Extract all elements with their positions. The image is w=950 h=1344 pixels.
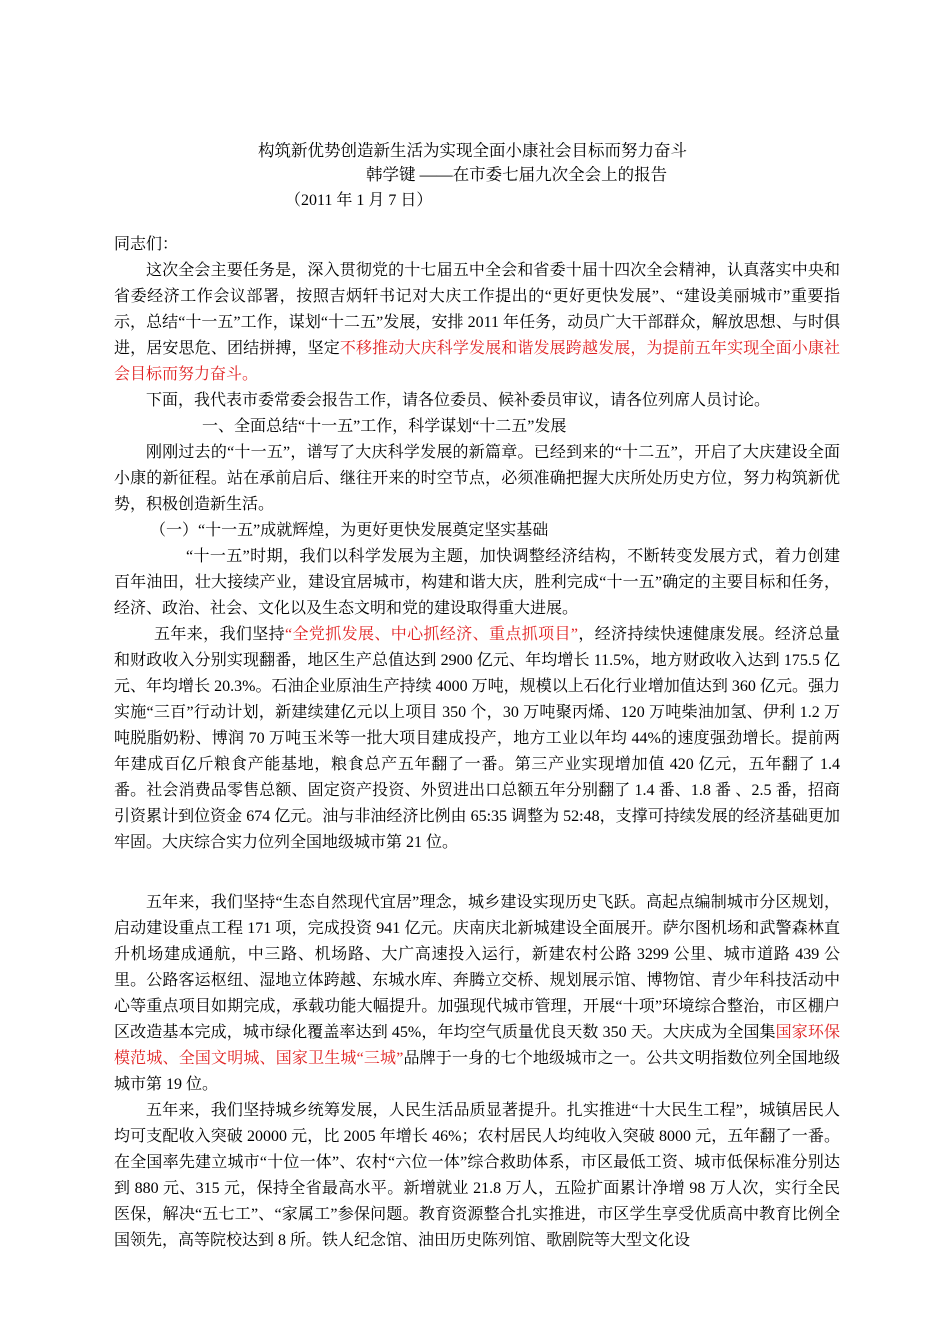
document-date: （2011 年 1 月 7 日） <box>285 192 433 209</box>
salutation: 同志们： <box>114 236 179 253</box>
paragraph-overview: 刚刚过去的“十一五”，谱写了大庆科学发展的新篇章。已经到来的“十二五”，开启了大庆建设全面小康的新征程。站在承前启后、继往开来的时空节点，必须准确把握大庆所处历史方位，努力构筑新优势，积极创造新生活。 <box>114 444 840 513</box>
paragraph-period: “十一五”时期，我们以科学发展为主题，加快调整经济结构，不断转变发展方式，着力创建百年油田，壮大接续产业，建设宜居城市，构建和谐大庆，胜利完成“十一五”确定的主要目标和任务，经济、政治、社会、文化以及生态文明和党的建设取得重大进展。 <box>114 548 840 617</box>
paragraph-urban-text: 五年来，我们坚持“生态自然现代宜居”理念，城乡建设实现历史飞跃。高起点编制城市分区规划，启动建设重点工程 171 项，完成投资 941 亿元。庆南庆北新城建设全面展开。萨尔图机场和武警森林直升机场建成通航，中三路、机场路、大广高速投入运行，新建农村公路 3299 公里、城市道路 439 公里。公路客运枢纽、湿地立体跨越、东城水库、奔腾立交桥、规划展示馆、博物馆、青少年科技活动中心等重点项目如期完成，承载功能大幅提升。加强现代城市管理，开展“十项”环境综合整治，市区棚户区改造基本完成，城市绿化覆盖率达到 45%，年均空气质量优良天数 350 天。大庆成为全国集 <box>114 894 840 1041</box>
document-title: 构筑新优势创造新生活为实现全面小康社会目标而努力奋斗 <box>258 141 687 160</box>
document-subtitle: 韩学键 ——在市委七届九次全会上的报告 <box>366 165 668 184</box>
paragraph-gap-small <box>114 882 840 890</box>
paragraph-urban <box>114 890 840 1098</box>
highlight-three-cities: 国家环保模范城、全国文明城、国家卫生城“三城” <box>114 1024 840 1067</box>
subsection-heading-1: （一）“十一五”成就辉煌，为更好更快发展奠定坚实基础 <box>150 522 549 539</box>
highlight-slogan: “全党抓发展、中心抓经济、重点抓项目” <box>285 626 578 643</box>
paragraph-livelihood: 五年来，我们坚持城乡统筹发展，人民生活品质显著提升。扎实推进“十大民生工程”，城镇居民人均可支配收入突破 20000 元，比 2005 年增长 46%；农村居民人均纯收入突破 8000 元，五年翻了一番。在全国率先建立城市“十位一体”、农村“六位一体”综合救助体系，市区最低工资、城市低保标准分别达到 880 元、315 元，保持全省最高水平。新增就业 21.8 万人，五险扩面累计净增 98 万人次，实行全民医保，解决“五七工”、“家属工”参保问题。教育资源整合扎实推进，市区学生享受优质高中教育比例全国领先，高等院校达到 8 所。铁人纪念馆、油田历史陈列馆、歌剧院等大型文化设 <box>114 1102 840 1249</box>
paragraph-intro-text: 这次全会主要任务是，深入贯彻党的十七届五中全会和省委十届十四次全会精神，认真落实中央和省委经济工作会议部署，按照吉炳轩书记对大庆工作提出的“更好更快发展”、“建设美丽城市”重要指示，总结“十一五”工作，谋划“十二五”发展，安排 2011 年任务，动员广大干部群众，解放思想、与时俱进，居安思危、团结拼搏，坚定 <box>114 262 840 357</box>
document-body <box>114 232 840 1254</box>
paragraph-economy <box>114 622 840 856</box>
paragraph-economy-text: ，经济持续快速健康发展。经济总量和财政收入分别实现翻番，地区生产总值达到 2900 亿元、年均增长 11.5%，地方财政收入达到 175.5 亿元、年均增长 20.3%。石油企业原油生产持续 4000 万吨，规模以上石化行业增加值达到 360 亿元。强力实施“三百”行动计划，新建续建亿元以上项目 350 个，30 万吨聚丙烯、120 万吨柴油加氢、伊利 1.2 万吨脱脂奶粉、博润 70 万吨玉米等一批大项目建成投产，地方工业以年均 44%的速度强劲增长。提前两年建成百亿斤粮食产能基地，粮食总产五年翻了一番。第三产业实现增加值 420 亿元，五年翻了 1.4 番。社会消费品零售总额、固定资产投资、外贸进出口总额五年分别翻了 1.4 番、1.8 番 、2.5 番，招商引资累计到位资金 674 亿元。油与非油经济比例由 65:35 调整为 52:48，支撑可持续发展的经济基础更加牢固。大庆综合实力位列全国地级城市第 21 位。 <box>114 626 840 851</box>
section-heading-1: 一、全面总结“十一五”工作，科学谋划“十二五”发展 <box>202 418 567 435</box>
paragraph-economy-lead: 五年来，我们坚持 <box>154 626 286 643</box>
highlight-goal: 不移推动大庆科学发展和谐发展跨越发展，为提前五年实现全面小康社会目标而努力奋斗。 <box>114 340 840 383</box>
paragraph-urban-tail: 品牌于一身的七个地级城市之一。公共文明指数位列全国地级城市第 19 位。 <box>114 1050 840 1093</box>
paragraph-report: 下面，我代表市委常委会报告工作，请各位委员、候补委员审议，请各位列席人员讨论。 <box>146 392 771 409</box>
paragraph-intro <box>114 258 840 388</box>
paragraph-gap <box>114 856 840 882</box>
